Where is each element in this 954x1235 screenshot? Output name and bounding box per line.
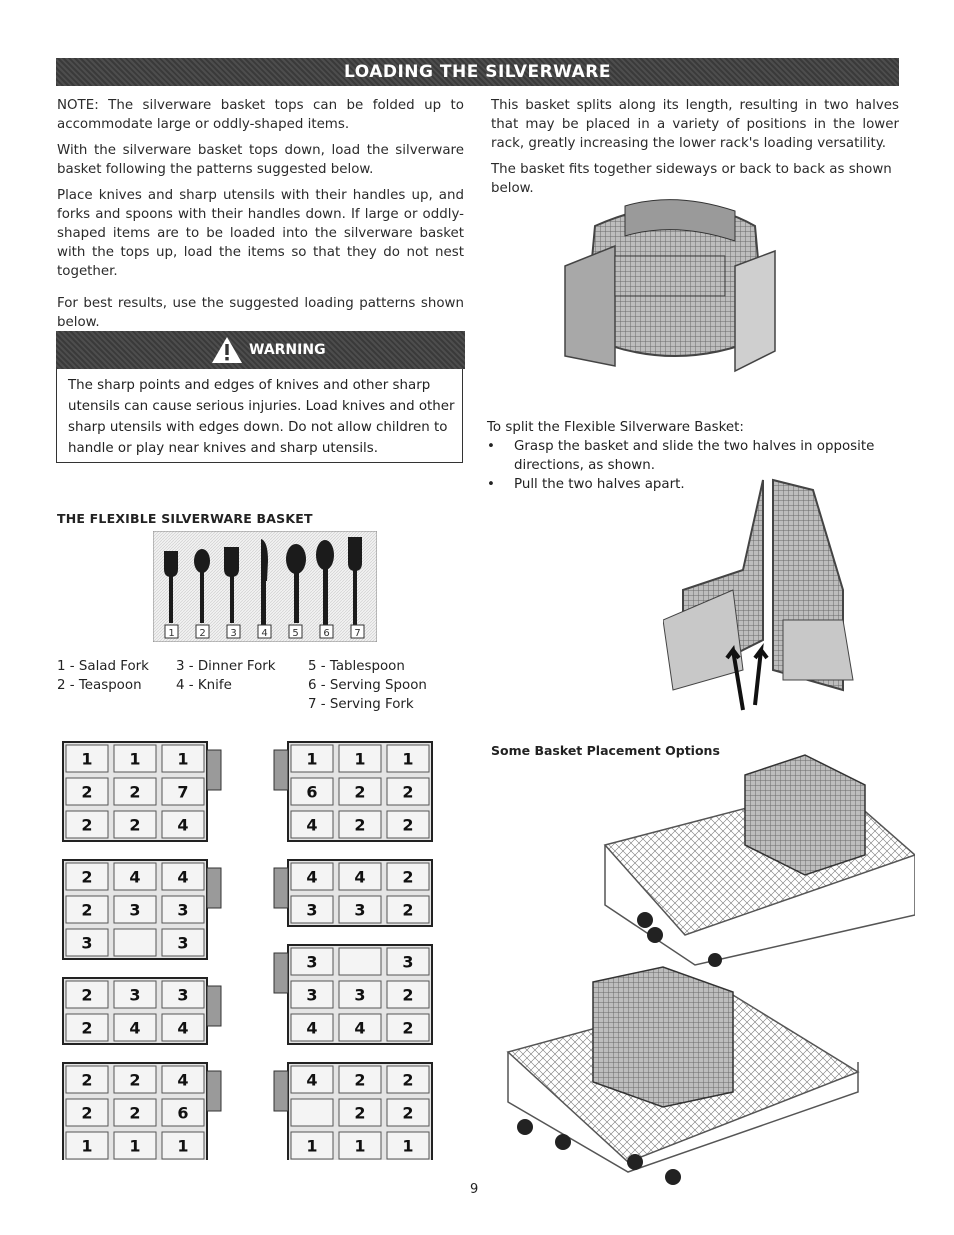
warning-header (56, 331, 465, 369)
basket-cell-number: 3 (177, 933, 189, 953)
load-paragraph: With the silverware basket tops down, load the silverware basket following the patterns suggested below. (57, 143, 464, 177)
note-paragraph: NOTE: The silverware basket tops can be folded up to accommodate large or oddly-shaped items. (57, 98, 464, 132)
basket-section (63, 978, 221, 1044)
legend-item: 5 - Tablespoon (308, 659, 405, 674)
basket-hinge (207, 868, 221, 908)
basket-cell-number: 4 (177, 1018, 189, 1038)
basket-section (274, 945, 432, 1044)
basket-hinge (274, 750, 288, 790)
basket-cell (339, 948, 381, 975)
basket-cell-number: 2 (129, 1070, 141, 1090)
basket-cell-number: 3 (402, 952, 414, 972)
basket-hinge (274, 868, 288, 908)
bullet-icon: • (487, 477, 495, 492)
basket-cell-number: 2 (402, 782, 414, 802)
basket-cell-number: 6 (306, 782, 318, 802)
basket-cell-number: 2 (129, 815, 141, 835)
basket-cell-number: 4 (177, 1070, 189, 1090)
basket-section (274, 1063, 432, 1160)
basket-cell-number: 1 (177, 1136, 189, 1156)
basket-cell-number: 1 (129, 749, 141, 769)
split-intro-text: To split the Flexible Silverware Basket: (487, 420, 744, 435)
left-column (57, 96, 464, 339)
basket-cell-number: 2 (81, 1070, 93, 1090)
basket-cell (291, 1099, 333, 1126)
basket-cell-number: 3 (306, 952, 318, 972)
rack-placement-illustration-top (595, 735, 915, 970)
basket-cell-number: 1 (402, 749, 414, 769)
basket-cell-number: 4 (306, 867, 318, 887)
basket-cell-number: 2 (402, 1103, 414, 1123)
utensil-number: 7 (354, 628, 361, 639)
basket-cell-number: 2 (129, 1103, 141, 1123)
basket-cell-number: 2 (354, 1103, 366, 1123)
basket-cell-number: 1 (306, 1136, 318, 1156)
basket-cell-number: 1 (306, 749, 318, 769)
legend-column-1 (57, 657, 149, 695)
basket-cell-number: 3 (354, 900, 366, 920)
basket-cell-number: 3 (129, 985, 141, 1005)
basket-cell-number: 1 (81, 1136, 93, 1156)
basket-cell-number: 2 (81, 815, 93, 835)
basket-cell-number: 4 (177, 815, 189, 835)
basket-cell-number: 2 (402, 985, 414, 1005)
basket-cell-number: 2 (81, 867, 93, 887)
basket-section (63, 742, 221, 841)
basket-cell (114, 929, 156, 956)
basket-cell-number: 1 (354, 749, 366, 769)
basket-cell-number: 2 (81, 1018, 93, 1038)
basket-cell-number: 2 (81, 782, 93, 802)
utensil-number: 4 (261, 628, 268, 639)
basket-section (274, 860, 432, 926)
basket-cell-number: 1 (402, 1136, 414, 1156)
legend-item: 4 - Knife (176, 678, 232, 693)
placement-paragraph: Place knives and sharp utensils with their handles up, and forks and spoons with their handles down. If large or oddly-shaped items are to be loaded into the silverware basket with the tops up, load the items so that they do not nest together. (57, 188, 464, 279)
assembled-basket-illustration (555, 196, 785, 392)
basket-cell-number: 3 (354, 985, 366, 1005)
basket-cell-number: 2 (402, 815, 414, 835)
basket-cell-number: 4 (306, 1018, 318, 1038)
basket-section (63, 1063, 221, 1160)
basket-cell-number: 7 (177, 782, 189, 802)
basket-cell-number: 2 (81, 985, 93, 1005)
basket-cell-number: 2 (354, 782, 366, 802)
bullet-icon: • (487, 439, 495, 454)
basket-cell-number: 2 (129, 782, 141, 802)
utensil-number: 1 (168, 628, 175, 639)
basket-section (274, 742, 432, 841)
split-bullet-text: Grasp the basket and slide the two halves in opposite directions, as shown. (514, 439, 875, 473)
flexible-basket-heading: THE FLEXIBLE SILVERWARE BASKET (57, 511, 313, 526)
legend-item: 6 - Serving Spoon (308, 678, 427, 693)
basket-cell-number: 2 (81, 1103, 93, 1123)
utensil-number: 6 (323, 628, 330, 639)
basket-cell-number: 1 (177, 749, 189, 769)
basket-cell-number: 3 (177, 985, 189, 1005)
page-number: 9 (470, 1182, 479, 1197)
section-title-banner: LOADING THE SILVERWARE (56, 58, 899, 86)
basket-cell-number: 1 (354, 1136, 366, 1156)
warning-text: The sharp points and edges of knives and other sharp utensils can cause serious injuries. Load knives and other sharp utensils with edges down. Do not allow children to handle or play near knives and sharp utensils. (56, 369, 463, 463)
basket-cell-number: 2 (354, 1070, 366, 1090)
basket-cell-number: 3 (129, 900, 141, 920)
loading-pattern-grids (55, 740, 450, 1160)
split-paragraph: This basket splits along its length, resulting in two halves that may be placed in a variety of positions in the lower rack, greatly increasing the lower rack's loading versatility. (491, 98, 899, 151)
legend-column-2 (176, 657, 276, 695)
right-column (491, 96, 899, 205)
basket-cell-number: 2 (81, 900, 93, 920)
basket-cell-number: 2 (402, 1070, 414, 1090)
rack-placement-illustration-bottom (503, 962, 863, 1187)
basket-cell-number: 6 (177, 1103, 189, 1123)
utensil-number: 3 (230, 628, 237, 639)
basket-cell-number: 3 (177, 900, 189, 920)
basket-cell-number: 4 (177, 867, 189, 887)
basket-hinge (274, 953, 288, 993)
legend-item: 7 - Serving Fork (308, 697, 414, 712)
legend-column-3 (308, 657, 427, 714)
split-basket-illustration (663, 470, 863, 715)
basket-cell-number: 1 (129, 1136, 141, 1156)
basket-cell-number: 3 (81, 933, 93, 953)
utensil-number: 5 (292, 628, 299, 639)
basket-cell-number: 4 (354, 867, 366, 887)
placement-caption: Some Basket Placement Options (491, 743, 720, 758)
basket-hinge (207, 750, 221, 790)
basket-cell-number: 3 (306, 985, 318, 1005)
legend-item: 1 - Salad Fork (57, 659, 149, 674)
basket-hinge (207, 986, 221, 1026)
basket-section (63, 860, 221, 959)
basket-cell-number: 3 (306, 900, 318, 920)
basket-cell-number: 4 (129, 1018, 141, 1038)
fit-paragraph: The basket fits together sideways or back to back as shown below. (491, 162, 892, 196)
basket-hinge (274, 1071, 288, 1111)
warning-triangle-icon (210, 335, 244, 365)
basket-cell-number: 4 (129, 867, 141, 887)
legend-item: 3 - Dinner Fork (176, 659, 276, 674)
utensil-number: 2 (199, 628, 206, 639)
basket-cell-number: 2 (354, 815, 366, 835)
basket-cell-number: 2 (402, 867, 414, 887)
basket-cell-number: 2 (402, 900, 414, 920)
basket-cell-number: 4 (354, 1018, 366, 1038)
legend-item: 2 - Teaspoon (57, 678, 142, 693)
warning-heading: WARNING (249, 342, 326, 358)
best-results-paragraph: For best results, use the suggested loading patterns shown below. (57, 296, 464, 330)
basket-cell-number: 2 (402, 1018, 414, 1038)
basket-cell-number: 4 (306, 815, 318, 835)
utensils-illustration (153, 531, 377, 642)
split-bullet-text: Pull the two halves apart. (514, 477, 685, 492)
basket-cell-number: 4 (306, 1070, 318, 1090)
basket-hinge (207, 1071, 221, 1111)
basket-cell-number: 1 (81, 749, 93, 769)
